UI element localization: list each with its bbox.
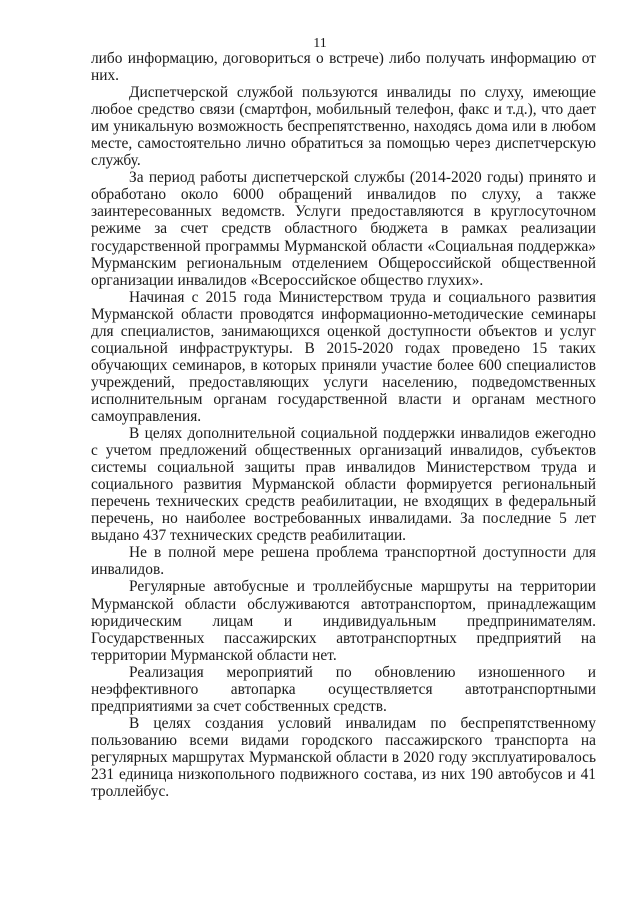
- paragraph-dispatch-service-users: Диспетчерской службой пользуются инвалиды по слуху, имеющие любое средство связи (смартфон, мобильный телефон, факс и т.д.), что дает им уникальную возможность беспрепятственно, находясь дома или в любом месте, самостоятельно лично обратиться за помощью через диспетчерскую службу.: [91, 84, 596, 170]
- paragraph-transport-problem: Не в полной мере решена проблема транспортной доступности для инвалидов.: [91, 544, 596, 579]
- paragraph-continuation: либо информацию, договориться о встрече) либо получать информацию от них.: [91, 50, 596, 85]
- body-text: [91, 50, 596, 800]
- paragraph-rehabilitation-means: В целях дополнительной социальной поддержки инвалидов ежегодно с учетом предложений общественных организаций инвалидов, субъектов системы социальной защиты прав инвалидов Министерством труда и социального развития Мурманской области формируется региональный перечень технических средств реабилитации, не входящих в федеральный перечень, но наиболее востребованных инвалидами. За последние 5 лет выдано 437 технических средств реабилитации.: [91, 425, 596, 545]
- paragraph-fleet-renewal: Реализация мероприятий по обновлению изношенного и неэффективного автопарка осуществляется автотранспортными предприятиями за счет собственных средств.: [91, 663, 596, 715]
- paragraph-regular-routes: Регулярные автобусные и троллейбусные маршруты на территории Мурманской области обслуживаются автотранспортом, принадлежащим юридическим лицам и индивидуальным предпринимателям. Государственных пассажирских автотранспортных предприятий на территории Мурманской области нет.: [91, 578, 596, 664]
- page-number: 11: [313, 36, 327, 51]
- paragraph-low-floor-vehicles: В целях создания условий инвалидам по беспрепятственному пользованию всеми видами городского пассажирского транспорта на регулярных маршрутах Мурманской области в 2020 году эксплуатировалось 231 единица низкопольного подвижного состава, из них 190 автобусов и 41 троллейбус.: [91, 714, 596, 801]
- paragraph-dispatch-service-period: За период работы диспетчерской службы (2014-2020 годы) принято и обработано около 6000 обращений инвалидов по слуху, а также заинтересованных ведомств. Услуги предоставляются в круглосуточном режиме за счет средств областного бюджета в рамках реализации государственной программы Мурманской области «Социальная поддержка» Мурманским региональным отделением Общероссийской общественной организации инвалидов «Всероссийское общество глухих».: [91, 169, 596, 289]
- paragraph-seminars: Начиная с 2015 года Министерством труда и социального развития Мурманской области проводятся информационно-методические семинары для специалистов, занимающихся оценкой доступности объектов и услуг социальной инфраструктуры. В 2015-2020 годах проведено 15 таких обучающих семинаров, в которых приняли участие более 600 специалистов учреждений, предоставляющих услуги населению, подведомственных исполнительным органам государственной власти и органам местного самоуправления.: [91, 288, 596, 425]
